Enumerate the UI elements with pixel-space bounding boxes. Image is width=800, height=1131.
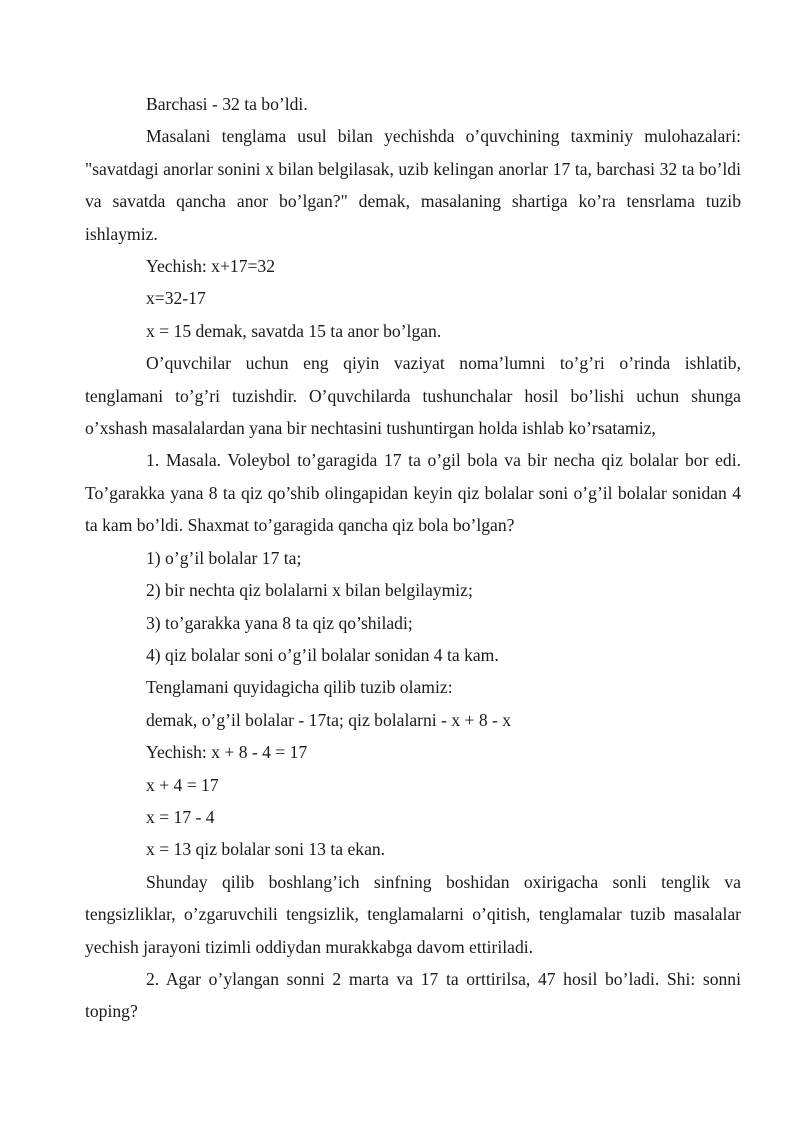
- solution-answer-line: x = 15 demak, savatda 15 ta anor bo’lgan.: [146, 320, 442, 341]
- problem-1-solution-line-3: x = 17 - 4: [146, 806, 215, 827]
- problem-1-statement: 1. Masala. Voleybol to’garagida 17 ta o’gil bola va bir necha qiz bolalar bor edi. To’garakka yana 8 ta qiz qo’shib olingapidan keyin qiz bolalar soni o’g’il bolalar sonidan 4 ta kam bo’ldi. Shaxmat to’garagida qancha qiz bola bo’lgan?: [85, 450, 741, 536]
- paragraph-total-result: Barchasi - 32 ta bo’ldi.: [146, 94, 308, 114]
- problem-1-step-3: 3) to’garakka yana 8 ta qiz qo’shiladi;: [146, 612, 413, 633]
- problem-1-answer-line: x = 13 qiz bolalar soni 13 ta ekan.: [146, 839, 386, 860]
- problem-1-step-4: 4) qiz bolalar soni o’g’il bolalar sonidan 4 ta kam.: [146, 644, 499, 665]
- equation-setup-intro: Tenglamani quyidagicha qilib tuzib olamiz:: [146, 677, 453, 698]
- problem-2-statement: 2. Agar o’ylangan sonni 2 marta va 17 ta orttirilsa, 47 hosil bo’ladi. Shi: sonni toping?: [85, 968, 741, 1022]
- paragraph-difficulty-note: O’quvchilar uchun eng qiyin vaziyat noma’lumni to’g’ri o’rinda ishlatib, tenglamani to’g’ri tuzishdir. O’quvchilarda tushunchalar hosil bo’lishi uchun shunga o’xshash masalalardan yana bir nechtasini tushuntirgan holda ishlab ko’rsatamiz,: [85, 353, 741, 439]
- solution-line-1: Yechish: x+17=32: [146, 256, 276, 277]
- document-body: [85, 88, 741, 1028]
- problem-1-solution-line-2: x + 4 = 17: [146, 774, 219, 795]
- problem-1-step-2: 2) bir nechta qiz bolalarni x bilan belgilaymiz;: [146, 580, 473, 601]
- equation-setup-line: demak, o’g’il bolalar - 17ta; qiz bolalarni - x + 8 - x: [146, 709, 512, 730]
- problem-1-step-1: 1) o’g’il bolalar 17 ta;: [146, 547, 302, 568]
- problem-1-solution-line-1: Yechish: x + 8 - 4 = 17: [146, 742, 308, 763]
- solution-line-2: x=32-17: [146, 288, 206, 309]
- paragraph-teaching-summary: Shunday qilib boshlang’ich sinfning boshidan oxirigacha sonli tenglik va tengsizliklar, o’zgaruvchili tengsizlik, tenglamalarni o’qitish, tenglamalar tuzib masalalar yechish jarayoni tizimli oddiydan murakkabga davom ettiriladi.: [85, 871, 741, 957]
- paragraph-equation-reasoning: Masalani tenglama usul bilan yechishda o’quvchining taxminiy mulohazalari: "savatdagi anorlar sonini x bilan belgilasak, uzib kelingan anorlar 17 ta, barchasi 32 ta bo’ldi va savatda qancha anor bo’lgan?" demak, masalaning shartiga ko’ra tensrlama tuzib ishlaymiz.: [85, 126, 741, 244]
